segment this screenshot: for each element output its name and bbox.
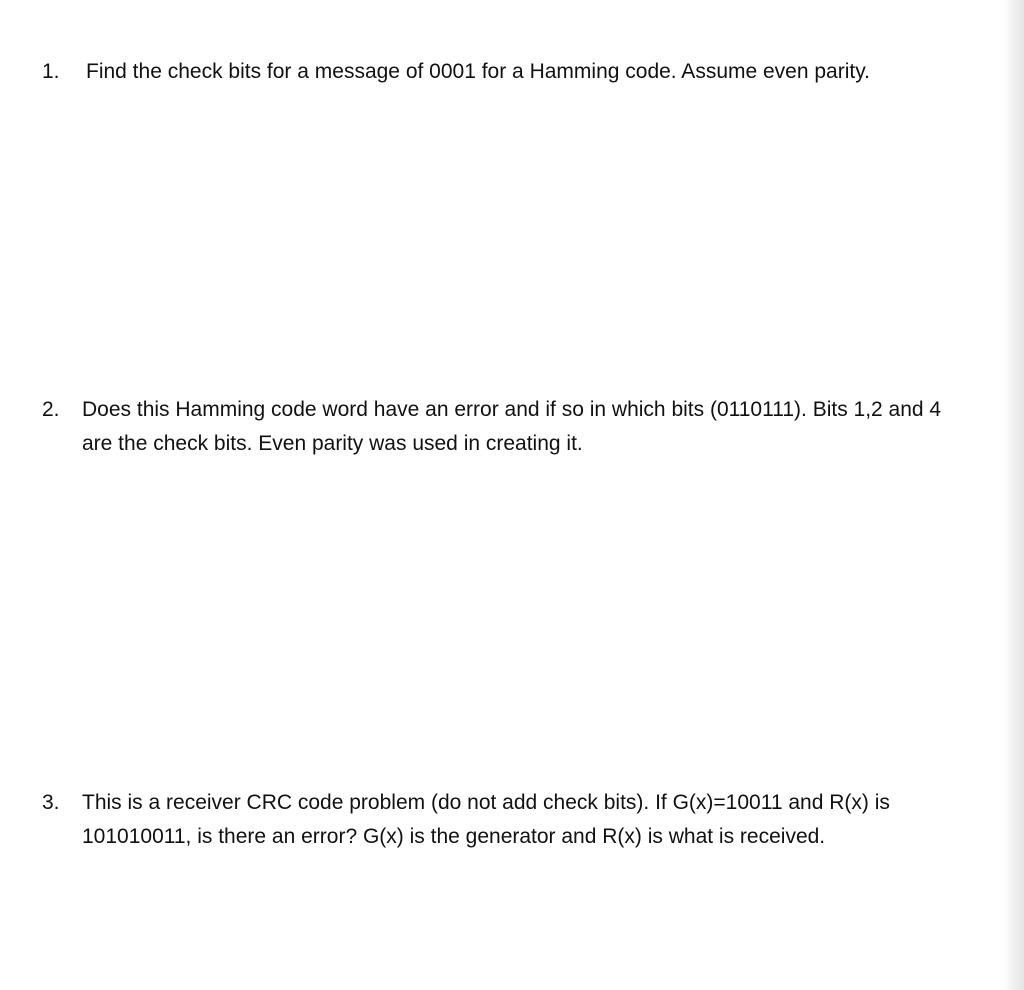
question-3-row	[42, 786, 972, 854]
question-1-text: Find the check bits for a message of 0001 for a Hamming code. Assume even parity.	[86, 60, 871, 83]
question-1-number: 1.	[42, 60, 60, 83]
question-2-row	[42, 393, 972, 461]
question-2-number: 2.	[42, 398, 60, 421]
question-3-number: 3.	[42, 791, 60, 814]
question-3	[42, 786, 972, 854]
question-1-row	[42, 55, 972, 89]
question-2-text: Does this Hamming code word have an error and if so in which bits (0110111). Bits 1,2 and 4 are the check bits. Even parity was used in creating it.	[82, 398, 942, 455]
question-2	[42, 393, 972, 461]
page-edge-shadow	[1004, 0, 1024, 990]
question-3-text: This is a receiver CRC code problem (do not add check bits). If G(x)=10011 and R(x) is 101010011, is there an error? G(x) is the generator and R(x) is what is received.	[82, 791, 890, 848]
question-1	[42, 55, 972, 89]
